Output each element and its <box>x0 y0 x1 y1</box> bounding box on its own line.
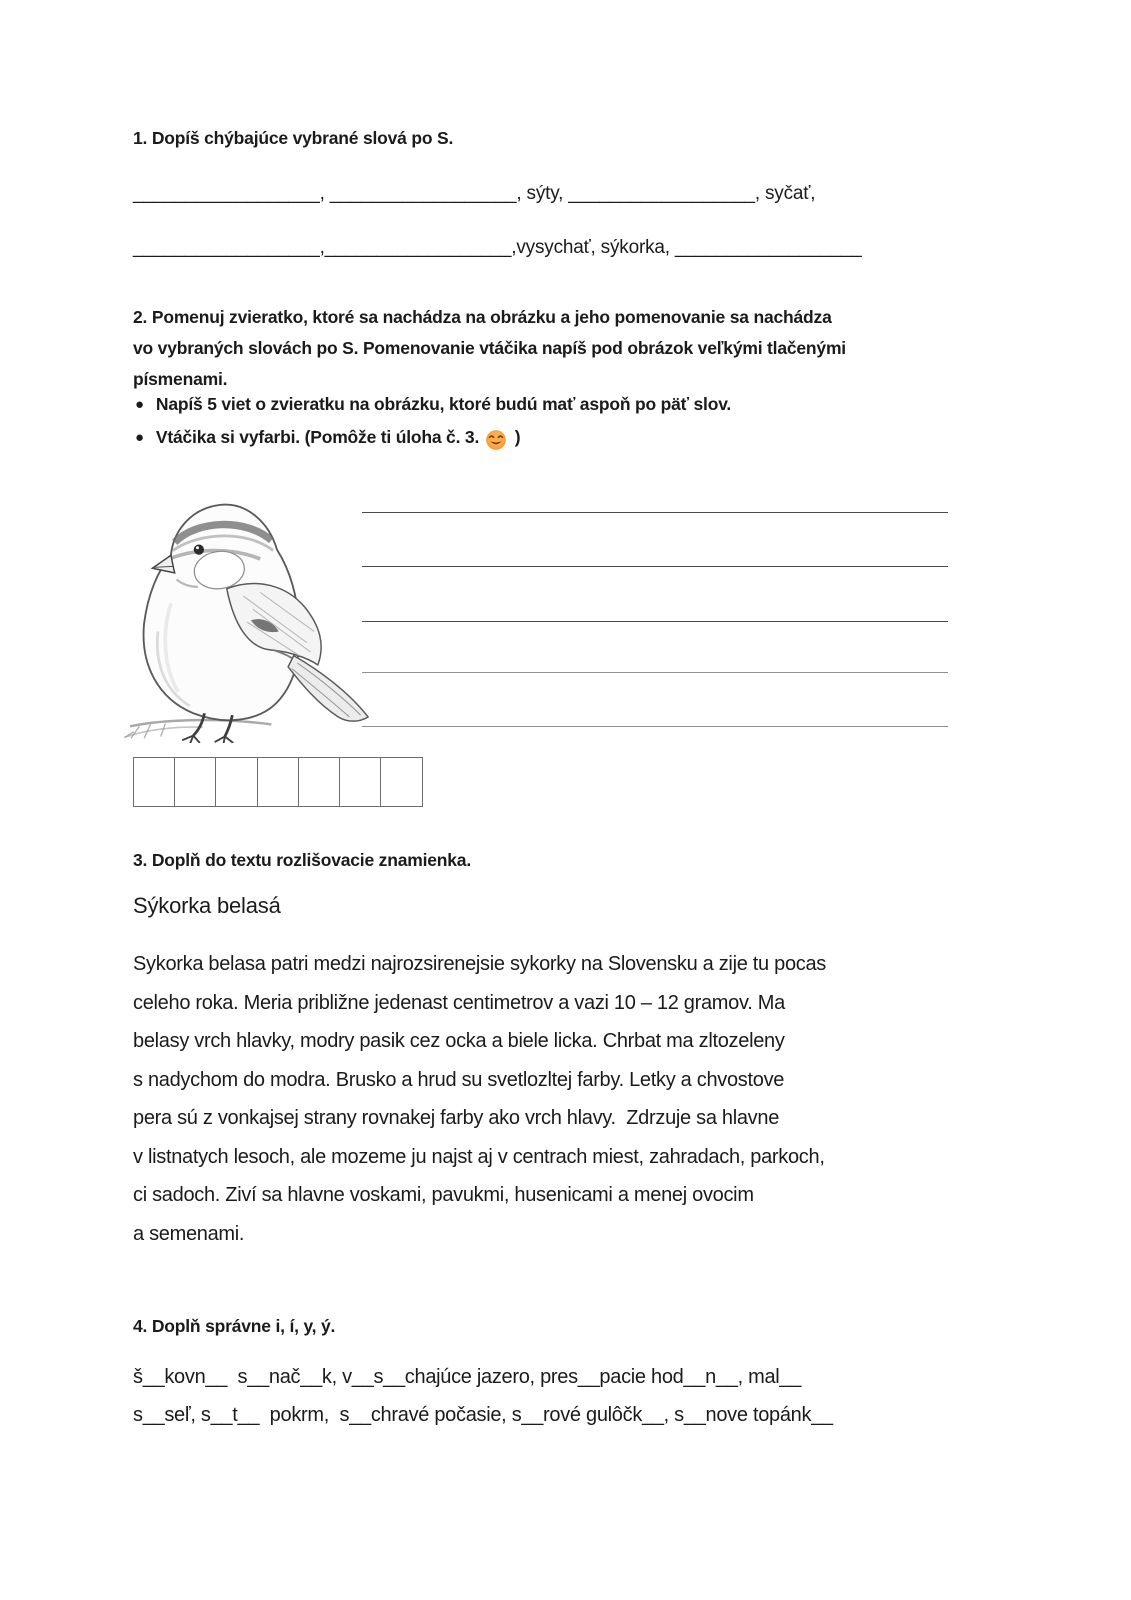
task3-paragraph <box>133 945 826 1253</box>
answer-letter-box <box>257 757 300 807</box>
answer-letter-box <box>215 757 258 807</box>
task2-bullet-1-text: Napíš 5 viet o zvieratku na obrázku, ktoré budú mať aspoň po päť slov. <box>155 394 732 414</box>
task3-heading: 3. Doplň do textu rozlišovacie znamienka. <box>133 850 471 870</box>
task1-blank-row-2: __________________,__________________,vysychať, sýkorka, __________________ <box>133 237 862 258</box>
smiling-face-emoji-icon <box>485 429 507 451</box>
bullet-icon: ● <box>135 396 144 413</box>
bird-eye <box>194 545 204 555</box>
task2-heading-line: vo vybraných slovách po S. Pomenovanie vtáčika napíš pod obrázok veľkými tlačenými <box>133 338 846 358</box>
task3-paragraph-line: pera sú z vonkajsej strany rovnakej farby ako vrch hlavy. Zdrzuje sa hlavne <box>133 1107 780 1129</box>
task3-paragraph-line: belasy vrch hlavky, modry pasik cez ocka a biele licka. Chrbat ma zltozeleny <box>133 1030 785 1052</box>
task2-bullet-2 <box>135 427 520 448</box>
task3-paragraph-line: ci sadoch. Ziví sa hlavne voskami, pavukmi, husenicami a menej ovocim <box>133 1184 754 1206</box>
task3-paragraph-line: a semenami. <box>133 1222 245 1245</box>
task4-exercise-row-2: s__seľ, s__t__ pokrm, s__chravé počasie, s__rové gulôčk__, s__nove topánk__ <box>133 1404 833 1426</box>
task2-bullet-2-suffix: ) <box>510 427 521 447</box>
writing-line <box>362 672 948 673</box>
task2-heading-line: písmenami. <box>133 369 228 389</box>
writing-line <box>362 621 948 622</box>
bird-beak <box>152 555 174 573</box>
bird-sketch-image <box>115 492 385 743</box>
writing-line <box>362 512 948 513</box>
task3-paragraph-line: v listnatych lesoch, ale mozeme ju najst aj v centrach miest, zahradach, parkoch, <box>133 1145 825 1168</box>
task2-bullet-1 <box>135 394 731 415</box>
writing-line <box>362 566 948 567</box>
task4-heading: 4. Doplň správne i, í, y, ý. <box>133 1316 336 1336</box>
task2-bullet-2-text: Vtáčika si vyfarbi. (Pomôže ti úloha č. 3. <box>155 427 480 447</box>
answer-letter-boxes <box>133 757 423 807</box>
task4-exercise-row-1: š__kovn__ s__nač__k, v__s__chajúce jazero, pres__pacie hod__n__, mal__ <box>133 1366 802 1388</box>
task1-heading: 1. Dopíš chýbajúce vybrané slová po S. <box>133 128 454 148</box>
task3-paragraph-line: celeho roka. Meria približne jedenast centimetrov a vazi 10 – 12 gramov. Ma <box>133 991 785 1014</box>
answer-letter-box <box>298 757 341 807</box>
answer-letter-box <box>133 757 176 807</box>
answer-letter-box <box>339 757 382 807</box>
task1-blank-row-1: __________________, __________________, sýty, __________________, syčať, <box>133 183 816 204</box>
bird-tail <box>288 656 368 722</box>
task2-heading <box>133 302 846 395</box>
task3-paragraph-line: Sykorka belasa patri medzi najrozsirenejsie sykorky na Slovensku a zije tu pocas <box>133 953 827 975</box>
task3-subtitle: Sýkorka belasá <box>133 893 281 918</box>
writing-line <box>362 726 948 727</box>
bullet-icon: ● <box>135 429 144 446</box>
task3-paragraph-line: s nadychom do modra. Brusko a hrud su svetlozltej farby. Letky a chvostove <box>133 1068 785 1091</box>
answer-letter-box <box>174 757 217 807</box>
answer-letter-box <box>380 757 423 807</box>
task2-heading-line: 2. Pomenuj zvieratko, ktoré sa nachádza na obrázku a jeho pomenovanie sa nachádza <box>133 307 832 327</box>
